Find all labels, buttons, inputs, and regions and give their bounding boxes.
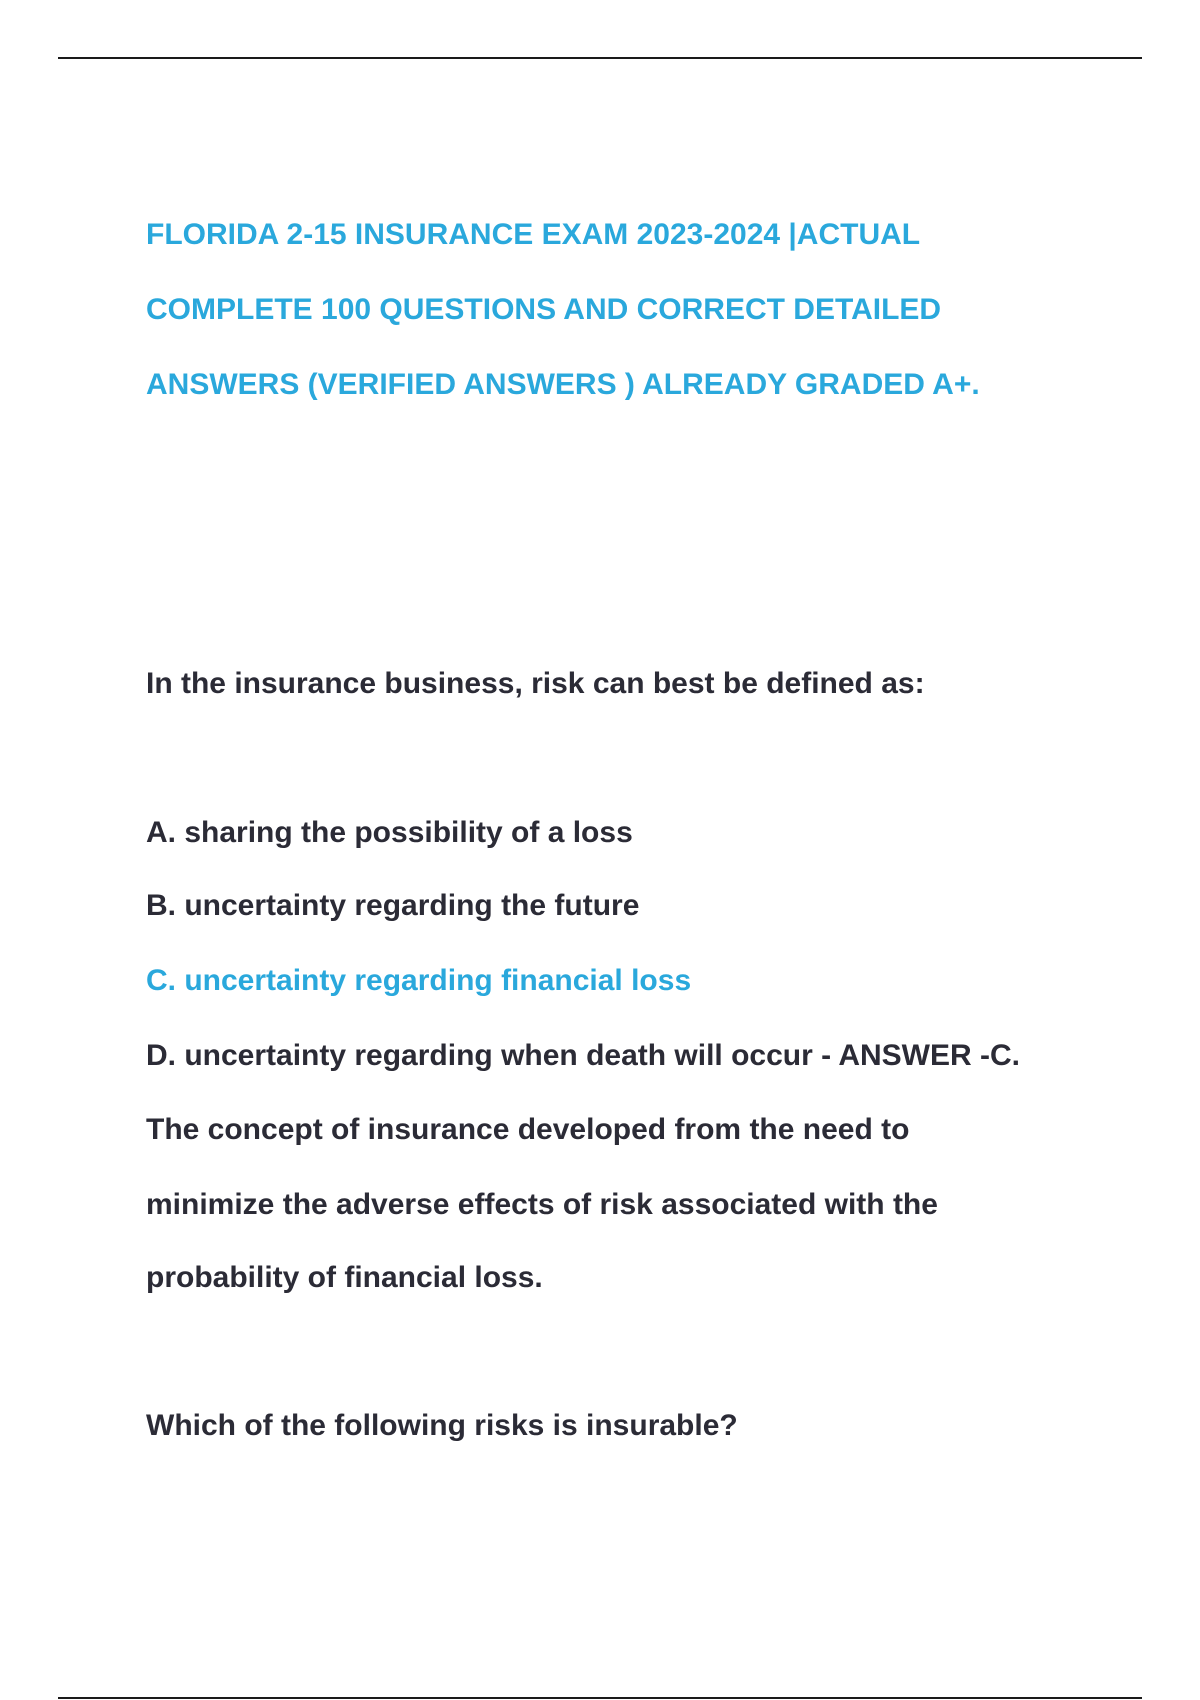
question-1-prompt: In the insurance business, risk can best be defined as: [146,667,925,700]
question-1-option-d-answer: D. uncertainty regarding when death will occur - ANSWER -C. [146,1039,1020,1072]
question-1-explanation-line-1: The concept of insurance developed from the need to [146,1113,910,1146]
question-2-prompt: Which of the following risks is insurable? [146,1409,738,1442]
title-line-1: FLORIDA 2-15 INSURANCE EXAM 2023-2024 |ACTUAL [146,218,921,251]
question-1-option-a: A. sharing the possibility of a loss [146,816,633,849]
question-1-option-c-correct: C. uncertainty regarding financial loss [146,964,692,997]
document-title [146,197,1146,422]
question-1-explanation-line-3: probability of financial loss. [146,1261,543,1294]
title-line-2: COMPLETE 100 QUESTIONS AND CORRECT DETAILED [146,293,942,326]
title-line-3: ANSWERS (VERIFIED ANSWERS ) ALREADY GRADED A+. [146,368,980,401]
bottom-rule [58,1697,1142,1699]
question-1-option-b: B. uncertainty regarding the future [146,889,640,922]
top-rule [58,57,1142,59]
question-1-explanation-line-2: minimize the adverse effects of risk associated with the [146,1188,938,1221]
